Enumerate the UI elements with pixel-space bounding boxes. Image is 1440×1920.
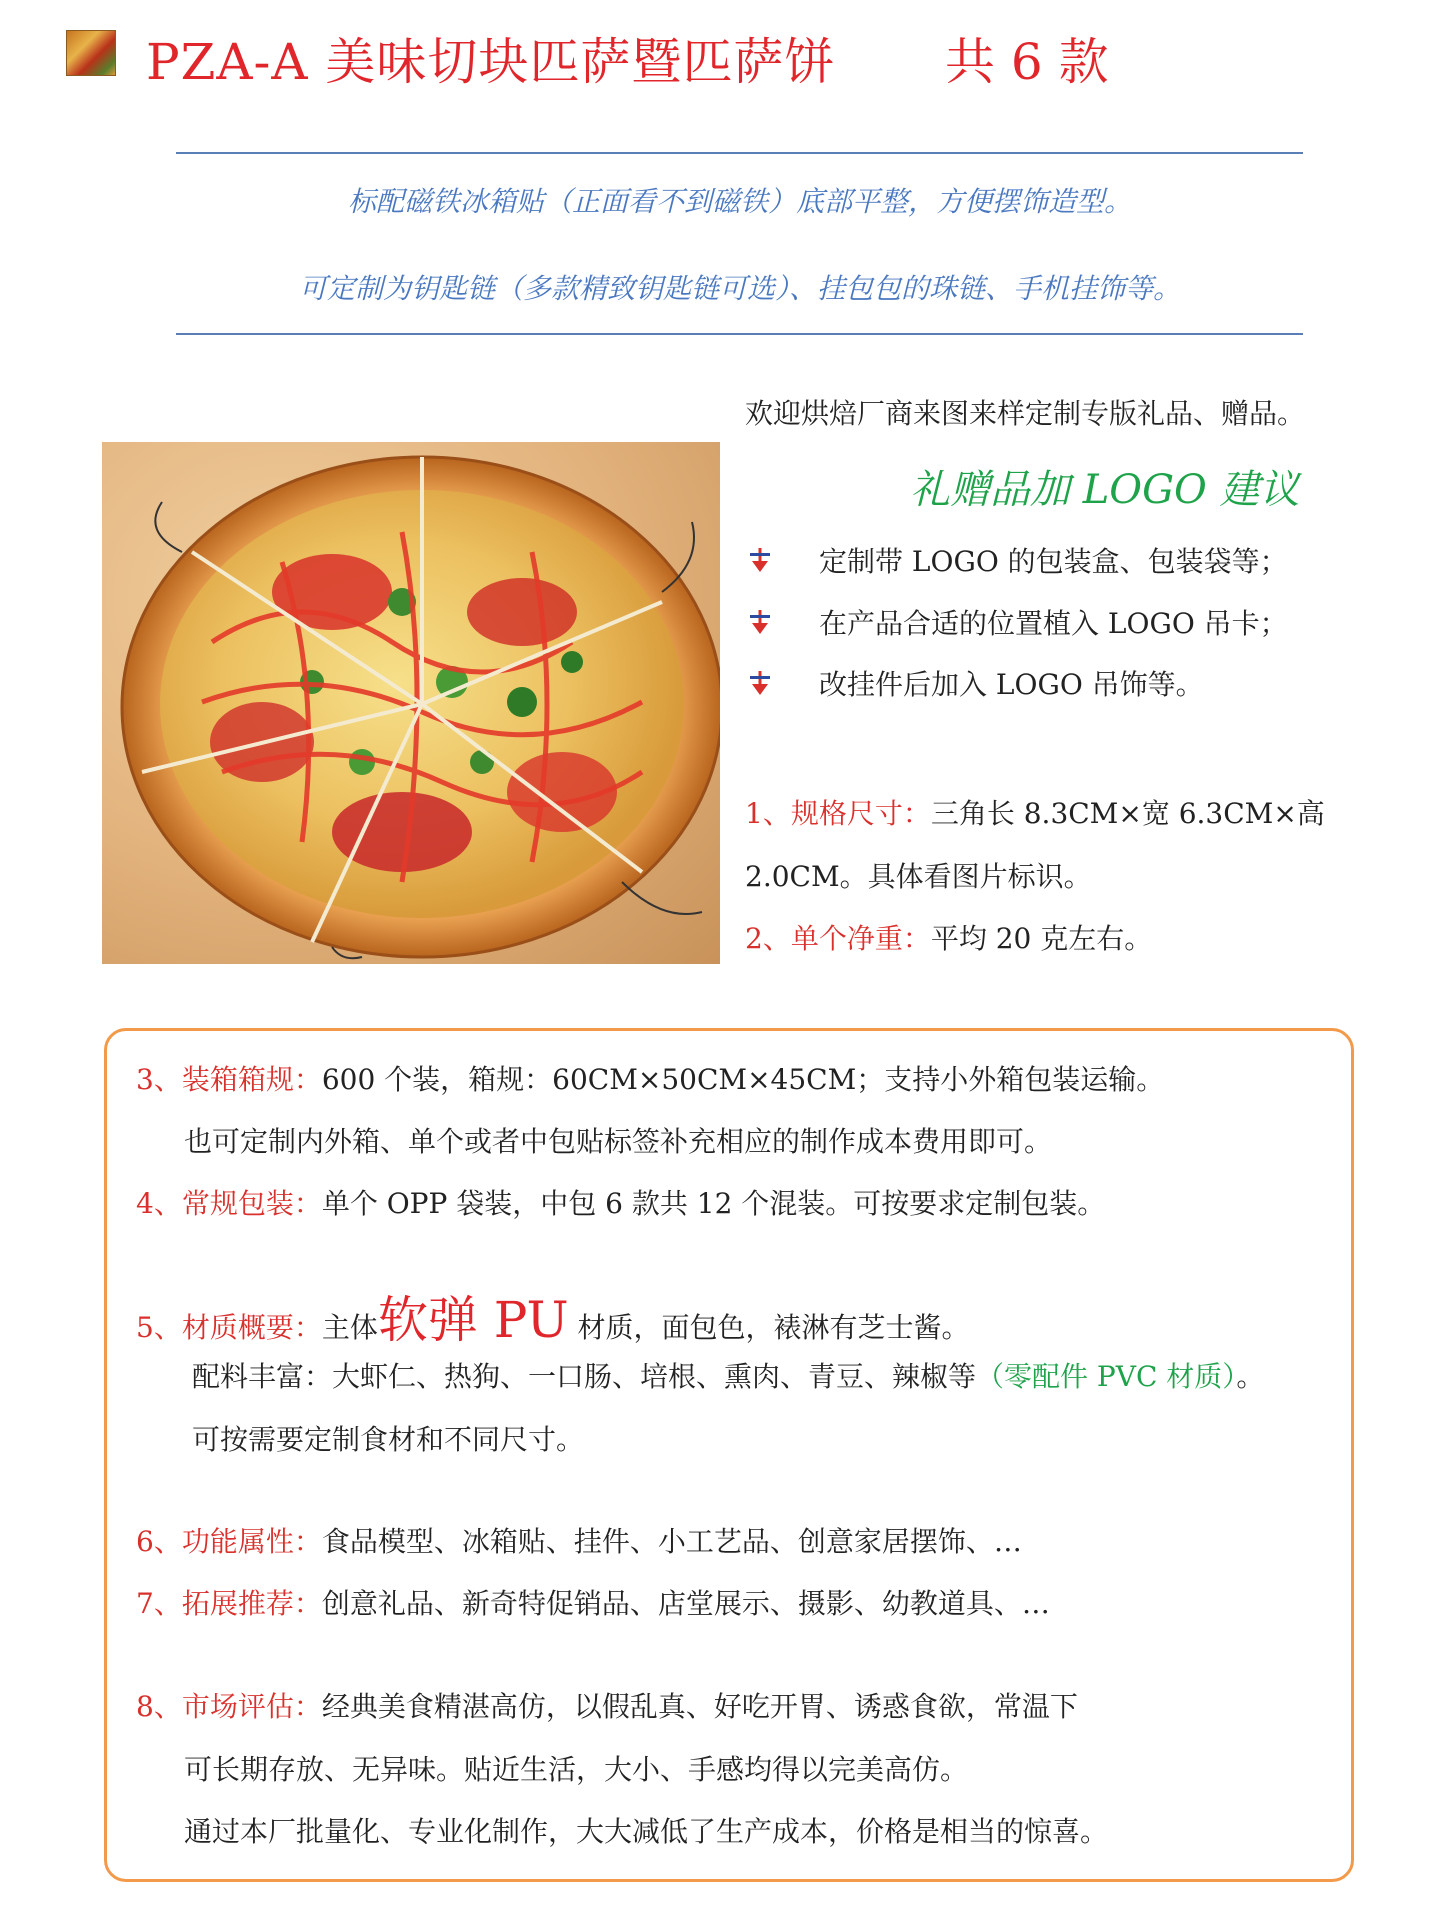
market-evaluation bbox=[136, 1685, 1078, 1725]
ingredients-line bbox=[192, 1355, 1264, 1395]
spec-weight bbox=[745, 917, 1152, 957]
ingredients-text: 配料丰富：大虾仁、热狗、一口肠、培根、熏肉、青豆、辣椒等 bbox=[192, 1360, 977, 1393]
magnet-note: 标配磁铁冰箱贴（正面看不到磁铁）底部平整，方便摆饰造型。 bbox=[347, 185, 1132, 218]
pvc-note: （零配件 PVC 材质） bbox=[976, 1360, 1237, 1393]
spec-size bbox=[745, 792, 1325, 832]
bullet-text: 在产品合适的位置植入 LOGO 吊卡； bbox=[819, 607, 1288, 640]
item-text: 600 个装，箱规：60CM×50CM×45CM；支持小外箱包装运输。 bbox=[321, 1063, 1165, 1096]
item-text: 材质，面包色，裱淋有芝士酱。 bbox=[577, 1311, 970, 1344]
item-label: 3、装箱箱规： bbox=[136, 1063, 322, 1096]
model-count: 共 6 款 bbox=[945, 33, 1109, 91]
function-attributes bbox=[136, 1520, 1022, 1560]
bottom-divider bbox=[176, 333, 1303, 335]
bullet-item bbox=[745, 663, 1204, 703]
custom-ingredients: 可按需要定制食材和不同尺寸。 bbox=[192, 1423, 585, 1456]
material-highlight: 软弹 PU bbox=[377, 1291, 569, 1349]
item-label: 7、拓展推荐： bbox=[136, 1587, 322, 1620]
bullet-item bbox=[745, 540, 1288, 580]
arrow-bullet-icon bbox=[745, 668, 775, 698]
item-text: 食品模型、冰箱贴、挂件、小工艺品、创意家居摆饰、… bbox=[321, 1525, 1022, 1558]
top-divider bbox=[176, 152, 1303, 154]
spec-size-cont: 2.0CM。具体看图片标识。 bbox=[745, 860, 1092, 893]
arrow-bullet-icon bbox=[745, 607, 775, 637]
spec-value: 三角长 8.3CM×宽 6.3CM×高 bbox=[930, 797, 1325, 830]
item-label: 8、市场评估： bbox=[136, 1690, 322, 1723]
arrow-bullet-icon bbox=[745, 545, 775, 575]
logo-suggestion-title: 礼赠品加 LOGO 建议 bbox=[910, 467, 1300, 513]
spec-label: 2、单个净重： bbox=[745, 922, 931, 955]
ingredients-end: 。 bbox=[1236, 1360, 1265, 1393]
extended-recommendation bbox=[136, 1582, 1050, 1622]
item-text: 经典美食精湛高仿，以假乱真、好吃开胃、诱惑食欲，常温下 bbox=[321, 1690, 1078, 1723]
welcome-text: 欢迎烘焙厂商来图来样定制专版礼品、赠品。 bbox=[745, 397, 1306, 430]
item-label: 4、常规包装： bbox=[136, 1187, 322, 1220]
packing-spec bbox=[136, 1058, 1164, 1098]
standard-packaging bbox=[136, 1182, 1105, 1222]
bullet-text: 改挂件后加入 LOGO 吊饰等。 bbox=[819, 668, 1204, 701]
item-label: 5、材质概要： bbox=[136, 1311, 322, 1344]
custom-note: 可定制为钥匙链（多款精致钥匙链可选）、挂包包的珠链、手机挂饰等。 bbox=[298, 272, 1181, 305]
bullet-item bbox=[745, 602, 1288, 642]
product-thumbnail bbox=[66, 30, 116, 76]
market-evaluation-cont2: 通过本厂批量化、专业化制作，大大减低了生产成本，价格是相当的惊喜。 bbox=[184, 1815, 1109, 1848]
item-label: 6、功能属性： bbox=[136, 1525, 322, 1558]
bullet-text: 定制带 LOGO 的包装盒、包装袋等； bbox=[819, 545, 1288, 578]
item-text: 主体 bbox=[321, 1311, 378, 1344]
material-summary bbox=[136, 1280, 970, 1352]
page-title: PZA-A 美味切块匹萨暨匹萨饼 bbox=[146, 33, 836, 91]
spec-label: 1、规格尺寸： bbox=[745, 797, 931, 830]
pizza-illustration bbox=[102, 442, 720, 964]
packing-spec-cont: 也可定制内外箱、单个或者中包贴标签补充相应的制作成本费用即可。 bbox=[184, 1125, 1053, 1158]
item-text: 单个 OPP 袋装，中包 6 款共 12 个混装。可按要求定制包装。 bbox=[321, 1187, 1106, 1220]
spec-value: 平均 20 克左右。 bbox=[930, 922, 1153, 955]
pizza-photo bbox=[102, 442, 720, 964]
market-evaluation-cont: 可长期存放、无异味。贴近生活，大小、手感均得以完美高仿。 bbox=[184, 1753, 969, 1786]
item-text: 创意礼品、新奇特促销品、店堂展示、摄影、幼教道具、… bbox=[321, 1587, 1050, 1620]
